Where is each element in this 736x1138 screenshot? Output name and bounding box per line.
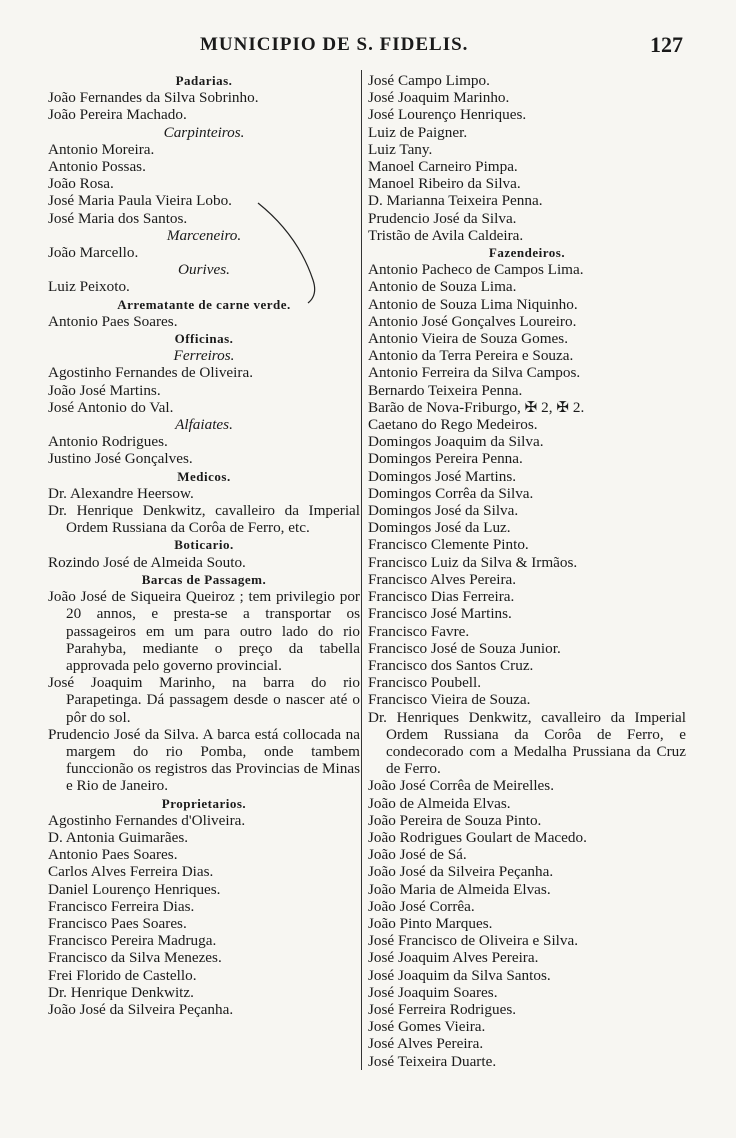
right-entry: Francisco dos Santos Cruz. (368, 656, 534, 674)
right-entry: Antonio da Terra Pereira e Souza. (368, 347, 574, 365)
left-entry: Antonio Possas. (48, 158, 146, 176)
right-entry: Francisco Vieira de Souza. (368, 691, 531, 709)
left-section-heading: Barcas de Passagem. (141, 571, 267, 587)
right-entry: Antonio Ferreira da Silva Campos. (368, 364, 581, 382)
left-section-heading: Officinas. (174, 331, 234, 347)
right-entry: José Joaquim Marinho. (368, 89, 510, 107)
left-entry: Rozindo José de Almeida Souto. (48, 553, 246, 571)
right-entry: Luiz de Paigner. (368, 123, 468, 141)
left-entry: Francisco Paes Soares. (48, 914, 187, 932)
right-entry: Francisco Alves Pereira. (368, 570, 517, 588)
left-subsection-heading: Ferreiros. (173, 347, 235, 365)
right-entry: Barão de Nova-Friburgo, ✠ 2, ✠ 2. (368, 398, 585, 416)
left-entry: Agostinho Fernandes d'Oliveira. (48, 811, 246, 829)
right-entry: Francisco José Martins. (368, 605, 512, 623)
right-column (368, 72, 686, 1070)
left-entry: João Pereira Machado. (48, 106, 187, 124)
left-subsection-heading: Marceneiro. (166, 226, 242, 244)
left-paragraph-entry: João José de Siqueira Queiroz ; tem privilegio por 20 annos, e presta-se a transportar os passageiros em um para outro lado do rio Parahyba, mediante o preço da tabella approvada pelo governo provincial. (48, 588, 360, 674)
right-entry: Antonio de Souza Lima Niquinho. (368, 295, 578, 313)
right-entry: Francisco Clemente Pinto. (368, 536, 529, 554)
left-entry: Justino José Gonçalves. (48, 450, 193, 468)
right-entry: José Joaquim da Silva Santos. (368, 966, 551, 984)
left-entry: José Antonio do Val. (48, 398, 174, 416)
left-subsection-heading: Ourives. (178, 261, 230, 279)
right-entry: Domingos José Martins. (368, 467, 517, 485)
right-entry: Domingos Joaquim da Silva. (368, 433, 544, 451)
left-entry: Dr. Henrique Denkwitz. (48, 983, 194, 1001)
left-entry: D. Antonia Guimarães. (48, 828, 189, 846)
right-entry: Domingos Corrêa da Silva. (368, 484, 534, 502)
left-subsection-heading: Alfaiates. (175, 416, 233, 434)
left-entry: Francisco da Silva Menezes. (48, 949, 222, 967)
right-entry: João de Almeida Elvas. (368, 794, 511, 812)
running-title: MUNICIPIO DE S. FIDELIS. (200, 34, 469, 55)
right-entry: João Rodrigues Goulart de Macedo. (368, 828, 587, 846)
left-entry: João Fernandes da Silva Sobrinho. (48, 89, 259, 107)
right-entry: Prudencio José da Silva. (368, 209, 517, 227)
handwritten-bracket-mark (238, 195, 328, 305)
right-entry: Manoel Ribeiro da Silva. (368, 175, 521, 193)
right-entry: João José de Sá. (368, 846, 467, 864)
right-entry: Domingos Pereira Penna. (368, 450, 523, 468)
right-entry: José Ferreira Rodrigues. (368, 1000, 517, 1018)
left-entry: Carlos Alves Ferreira Dias. (48, 863, 214, 881)
right-entry: José Joaquim Soares. (368, 983, 498, 1001)
right-entry: José Lourenço Henriques. (368, 106, 527, 124)
left-entry: Frei Florido de Castello. (48, 966, 197, 984)
left-entry: João Marcello. (48, 244, 139, 262)
right-entry: João José da Silveira Peçanha. (368, 863, 554, 881)
left-entry: João Rosa. (48, 175, 114, 193)
left-entry: Francisco Pereira Madruga. (48, 932, 217, 950)
left-subsection-heading: Carpinteiros. (163, 123, 245, 141)
right-entry: Caetano do Rego Medeiros. (368, 416, 538, 434)
right-entry: José Francisco de Oliveira e Silva. (368, 932, 579, 950)
left-paragraph-entry: Prudencio José da Silva. A barca está collocada na margem do rio Pomba, onde tambem funccionão os registros das Provincias de Minas e Rio de Janeiro. (48, 725, 360, 795)
left-entry: Antonio Paes Soares. (48, 312, 178, 330)
left-paragraph-entry: José Joaquim Marinho, na barra do rio Parapetinga. Dá passagem desde o nascer até o pôr do sol. (48, 674, 360, 726)
left-entry: Agostinho Fernandes de Oliveira. (48, 364, 253, 382)
right-section-heading: Fazendeiros. (488, 245, 566, 261)
right-paragraph-entry: Dr. Henriques Denkwitz, cavalleiro da Imperial Ordem Russiana da Corôa de Ferro, e condecorado com a Medalha Prussiana da Cruz de Ferro. (368, 708, 686, 778)
right-entry: D. Marianna Teixeira Penna. (368, 192, 543, 210)
left-entry: Daniel Lourenço Henriques. (48, 880, 221, 898)
left-section-heading: Medicos. (177, 468, 231, 484)
left-section-heading: Proprietarios. (161, 795, 247, 811)
right-entry: José Alves Pereira. (368, 1035, 484, 1053)
left-entry: Antonio Paes Soares. (48, 846, 178, 864)
left-entry: Antonio Moreira. (48, 140, 155, 158)
left-section-heading: Boticario. (174, 537, 234, 553)
right-entry: Domingos José da Luz. (368, 519, 511, 537)
page-number: 127 (650, 32, 683, 57)
right-entry: João Pereira de Souza Pinto. (368, 811, 542, 829)
left-entry: Dr. Alexandre Heersow. (48, 484, 194, 502)
right-entry: João Maria de Almeida Elvas. (368, 880, 551, 898)
right-entry: Domingos José da Silva. (368, 502, 519, 520)
left-section-heading: Padarias. (175, 73, 233, 88)
right-entry: Manoel Carneiro Pimpa. (368, 158, 518, 176)
right-entry: Antonio Vieira de Souza Gomes. (368, 330, 569, 348)
right-entry: Tristão de Avila Caldeira. (368, 226, 524, 244)
left-entry: Luiz Peixoto. (48, 278, 130, 296)
right-entry: Francisco Luiz da Silva & Irmãos. (368, 553, 578, 571)
right-entry: Antonio Pacheco de Campos Lima. (368, 261, 584, 279)
right-entry: João José Corrêa de Meirelles. (368, 777, 554, 795)
left-entry: João José da Silveira Peçanha. (48, 1000, 234, 1018)
left-entry: Antonio Rodrigues. (48, 433, 168, 451)
right-entry: Francisco Dias Ferreira. (368, 588, 515, 606)
right-entry: José Joaquim Alves Pereira. (368, 949, 539, 967)
left-entry: José Maria dos Santos. (48, 209, 188, 227)
right-entry: Bernardo Teixeira Penna. (368, 381, 523, 399)
page-header (0, 30, 736, 70)
right-entry: Antonio de Souza Lima. (368, 278, 517, 296)
left-paragraph-entry: Dr. Henrique Denkwitz, cavalleiro da Imperial Ordem Russiana da Corôa de Ferro, etc. (48, 502, 360, 537)
left-entry: Francisco Ferreira Dias. (48, 897, 195, 915)
right-entry: Antonio José Gonçalves Loureiro. (368, 312, 577, 330)
left-entry: João José Martins. (48, 381, 161, 399)
left-section-heading: Arrematante de carne verde. (117, 296, 291, 312)
right-entry: Francisco Favre. (368, 622, 470, 640)
right-entry: José Teixeira Duarte. (368, 1052, 497, 1070)
right-entry: Luiz Tany. (368, 140, 433, 158)
right-entry: João Pinto Marques. (368, 914, 493, 932)
column-divider (361, 70, 362, 1070)
right-entry: Francisco José de Souza Junior. (368, 639, 561, 657)
right-entry: José Gomes Vieira. (368, 1018, 486, 1036)
left-entry: José Maria Paula Vieira Lobo. (48, 192, 232, 210)
right-entry: João José Corrêa. (368, 897, 475, 915)
right-entry: José Campo Limpo. (368, 72, 490, 89)
right-entry: Francisco Poubell. (368, 674, 482, 692)
